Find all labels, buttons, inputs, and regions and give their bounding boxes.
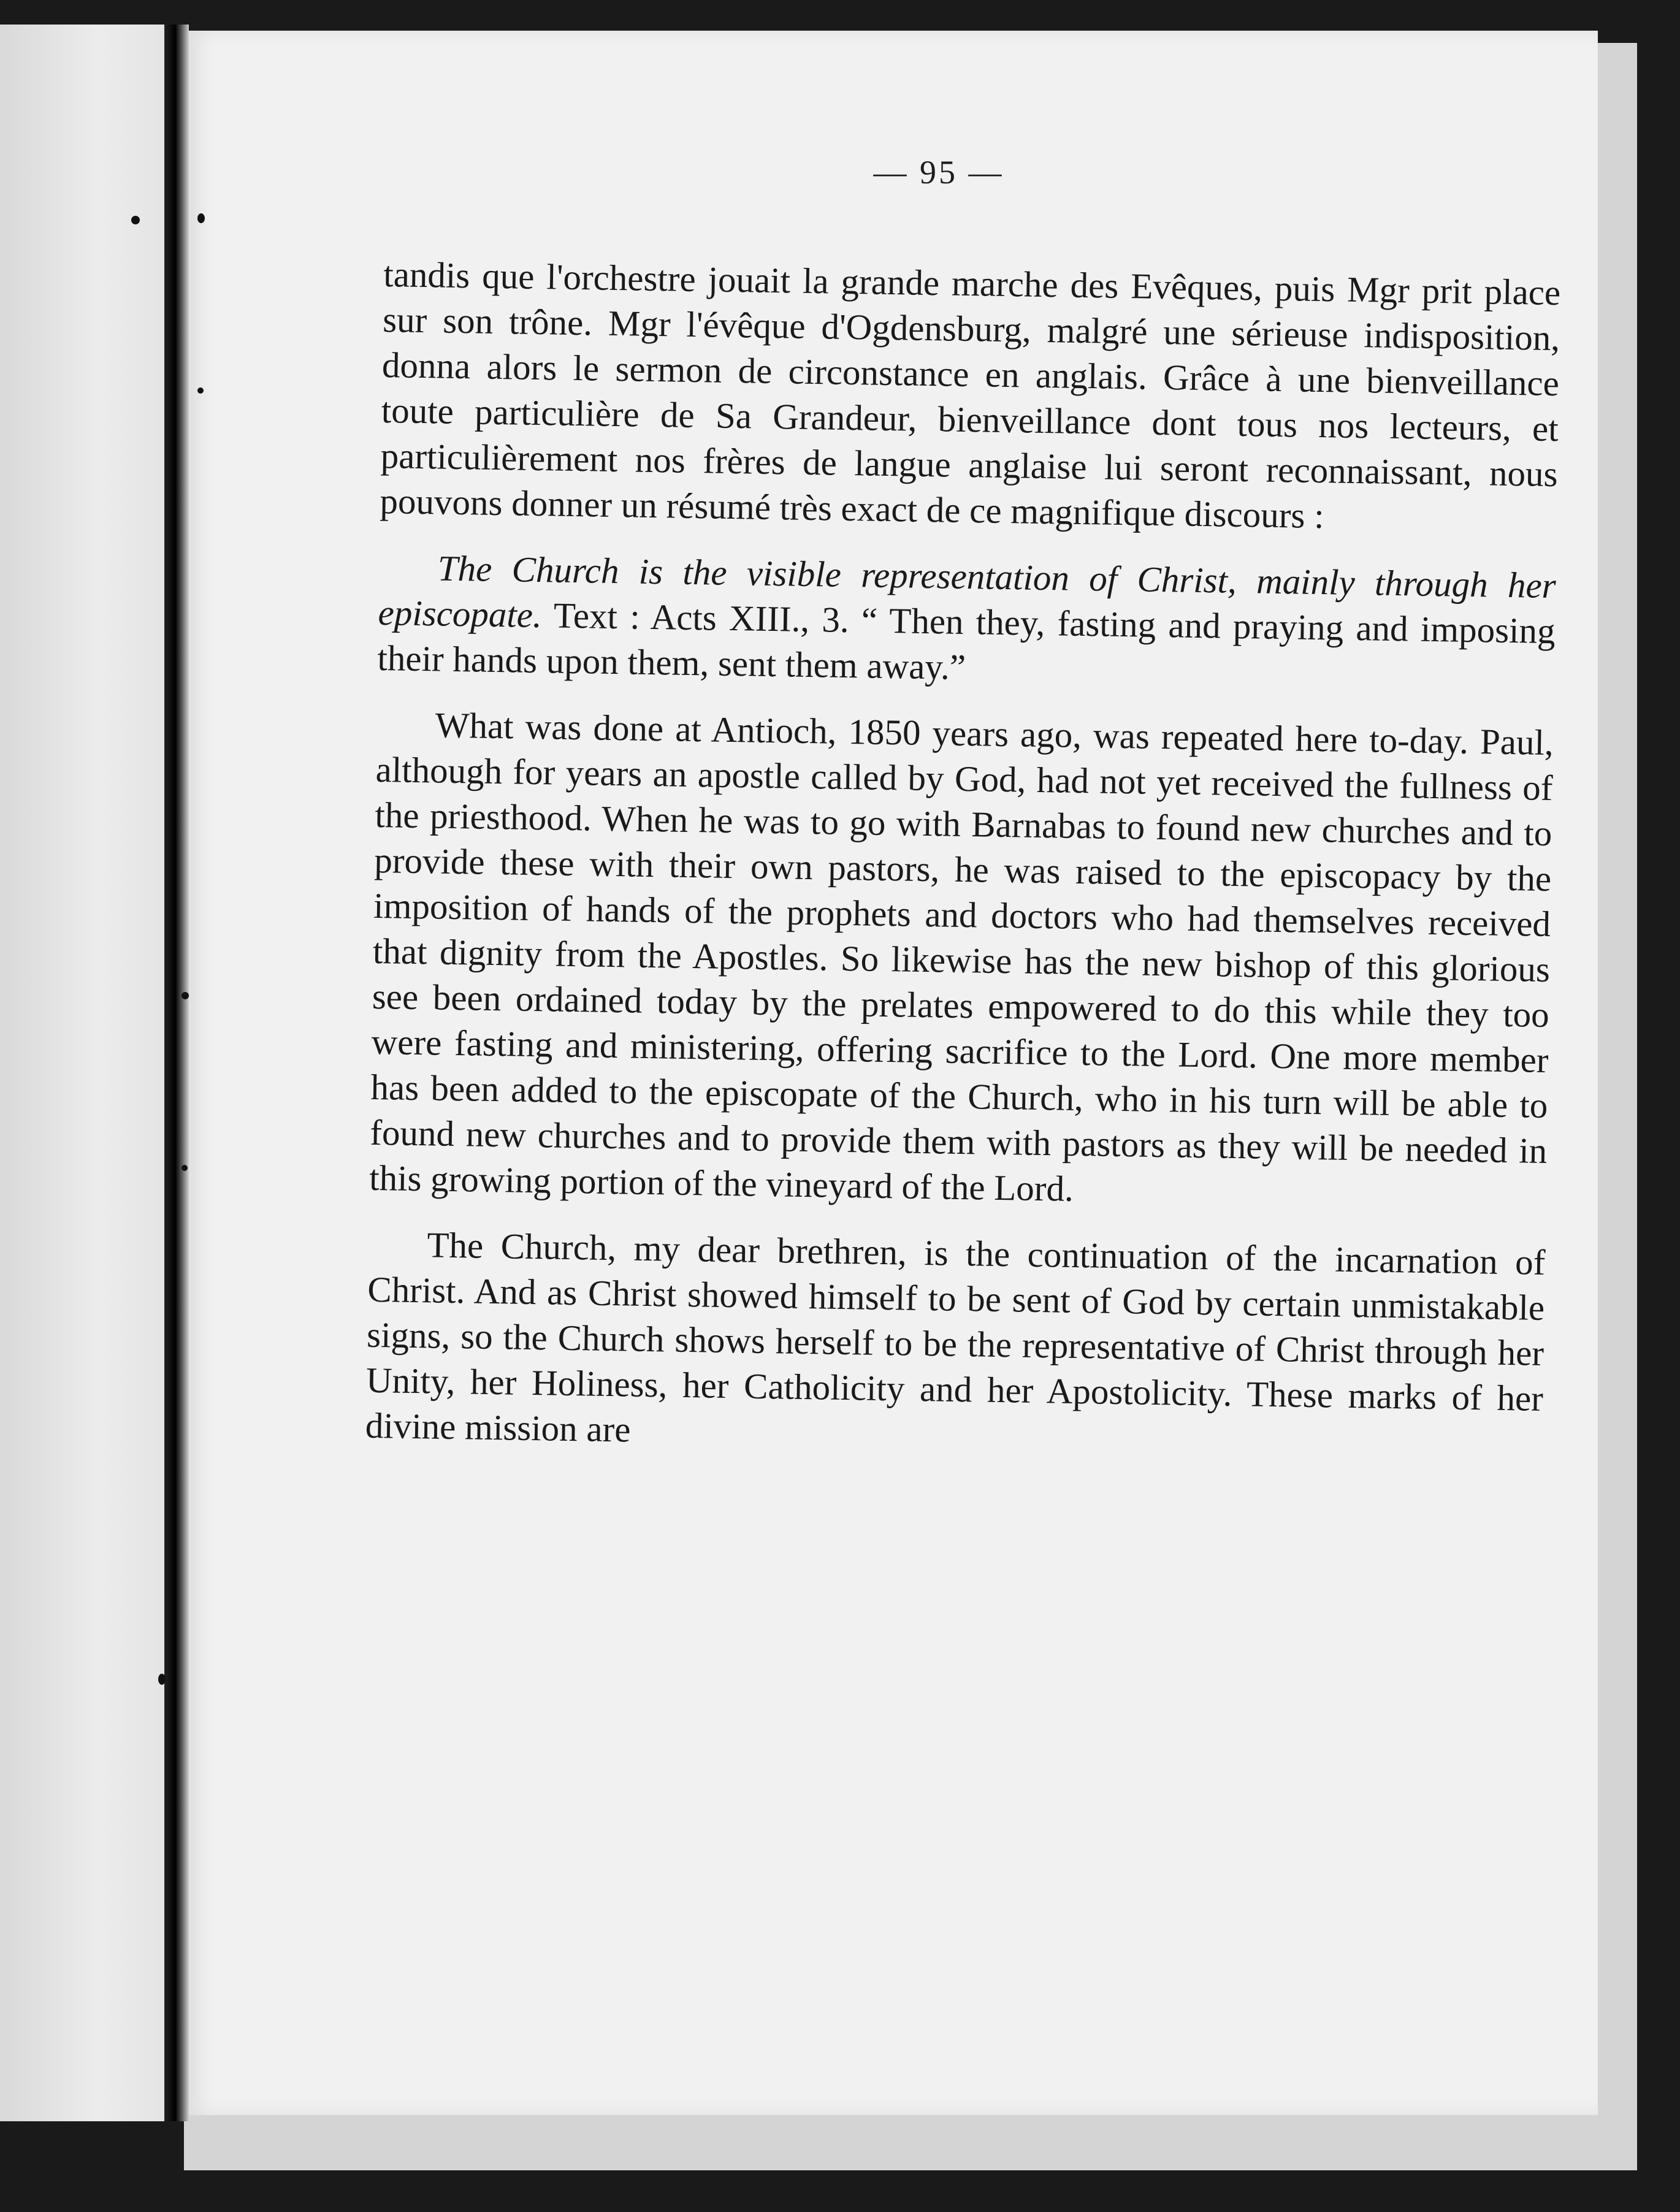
facing-page-edge — [0, 25, 166, 2121]
body-text — [365, 251, 1560, 1466]
sermon-theme: The Church is the visible representation of Christ, mainly through her episcopate. — [378, 547, 1557, 636]
paragraph-antioch: What was done at Antioch, 1850 years ago, was repeated here to-day. Paul, although for years an apostle called by God, had not yet received the fullness of the priesthood. When he was to go with Barnabas to found new churches and to provide these with their own pastors, he was raised to the episcopacy by the imposition of hands of the prophets and doctors who had themselves received that dignity from the Apostles. So likewise has the new bishop of this glorious see been ordained today by the prelates empowered to do this while they too were fasting and ministering, offering sacrifice to the Lord. One more member has been added to the episcopate of the Church, who in his turn will be able to found new churches and to provide them with pastors as they will be needed in this growing portion of the vineyard of the Lord. — [368, 704, 1554, 1209]
sermon-text-citation: Text : Acts XIII., 3. “ Then they, fasting and praying and imposing their hands upon them, sent them away.” — [377, 595, 1556, 687]
paragraph-church: The Church, my dear brethren, is the continuation of the incarnation of Christ. And as Christ showed himself to be sent of God by certain unmistakable signs, so the Church shows herself to be the representative of Christ through her Unity, her Holiness, her Catholicity and her Apostolicity. These marks of her divine mission are — [365, 1224, 1546, 1450]
paragraph-intro: tandis que l'orchestre jouait la grande marche des Evêques, puis Mgr prit place sur son trône. Mgr l'évêque d'Ogdensburg, malgré une sérieuse indisposition, donna alors le sermon de circonstance en anglais. Grâce à une bienveillance toute particulière de Sa Grandeur, bienveillance dont tous nos lecteurs, et particulièrement nos frères de langue anglaise lui seront reconnaissant, nous pouvons donner un résumé très exact de ce magnifique discours : — [380, 253, 1561, 536]
dust-mark — [197, 213, 205, 223]
dust-mark — [181, 992, 189, 999]
dust-mark — [158, 1674, 166, 1685]
paragraph-sermon-heading — [377, 544, 1556, 699]
dust-mark — [181, 1165, 188, 1171]
dust-mark — [197, 387, 204, 394]
dust-mark — [131, 216, 140, 224]
book-spine — [164, 25, 189, 2121]
book-page — [188, 31, 1598, 2115]
page-number: — 95 — — [873, 154, 1004, 191]
